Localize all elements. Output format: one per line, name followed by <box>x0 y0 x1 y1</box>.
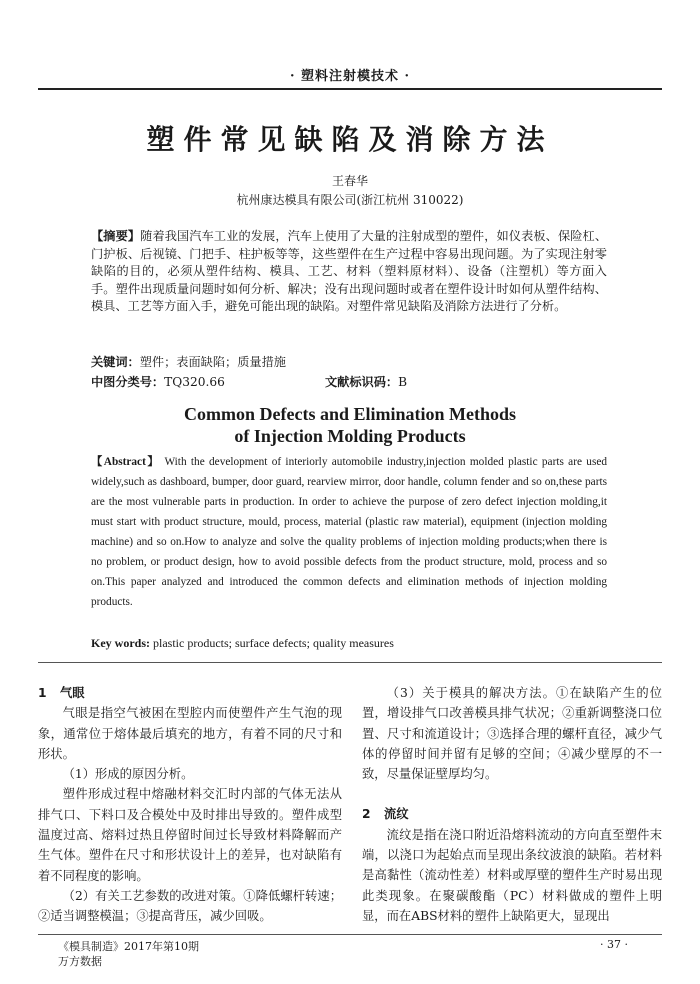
keywords-cn <box>91 353 286 370</box>
section-2-number: 2 <box>362 807 371 822</box>
affiliation: 杭州康达模具有限公司(浙江杭州 310022) <box>236 193 464 207</box>
keywords-en-text: plastic products; surface defects; quality measures <box>153 636 394 650</box>
section-2-title: 流纹 <box>384 807 409 822</box>
title-en <box>0 403 700 447</box>
page-number: · 37 · <box>600 938 628 951</box>
section-1-paragraph-4: （2）有关工艺参数的改进对策。①降低螺杆转速；②适当调整模温；③提高背压，减少回吸。 <box>38 888 342 924</box>
section-1-heading <box>38 683 342 703</box>
keywords-cn-label: 关键词： <box>91 355 140 369</box>
clc-value: TQ320.66 <box>164 375 225 389</box>
section-1-paragraph-1: 气眼是指空气被困在型腔内而使塑件产生气泡的现象，通常位于熔体最后填充的地方，有着不同的尺寸和形状。 <box>38 706 342 761</box>
section-divider <box>38 662 662 663</box>
abstract-cn <box>91 228 607 316</box>
document-code <box>325 373 407 390</box>
abstract-en-label: 【Abstract】 <box>91 456 161 468</box>
title-en-line1: Common Defects and Elimination Methods <box>184 404 516 424</box>
watermark: 万方数据 <box>58 955 102 968</box>
article-title: 塑件常见缺陷及消除方法 <box>146 123 554 156</box>
abstract-cn-text: 随着我国汽车工业的发展，汽车上使用了大量的注射成型的塑件，如仪表板、保险杠、门护板、后视镜、门把手、柱护板等等，这些塑件在生产过程中容易出现问题。为了实现注射零缺陷的目的，必须从塑件结构、模具、工艺、材料（塑料原材料）、设备（注塑机）等方面入手。塑件出现质量问题时如何分析、解决；没有出现问题时或者在塑件设计时如何从塑件结构、模具、工艺等方面入手，避免可能出现的缺陷。对塑件常见缺陷及消除方法进行了分析。 <box>91 229 608 314</box>
keywords-en <box>91 636 394 651</box>
section-1-paragraph-3: 塑件形成过程中熔融材料交汇时内部的气体无法从排气口、下料口及合模处中及时排出导致的。塑件成型温度过高、熔料过热且停留时间过长导致材料降解而产生气体。塑件在尺寸和形状设计上的差异，也对缺陷有着不同程度的影响。 <box>38 787 342 883</box>
section-gap <box>362 784 662 804</box>
section-2-paragraph-1: 流纹是指在浇口附近沿熔料流动的方向直至塑件末端，以浇口为起始点而呈现出条纹波浪的缺陷。若材料是高黏性（流动性差）材料或厚壁的塑件生产时易出现此类现象。在聚碳酸酯（PC）材料做成的塑件上明显，而在ABS材料的塑件上缺陷更大，显现出 <box>362 827 662 923</box>
title-en-line2: of Injection Molding Products <box>234 426 466 446</box>
body-column-right <box>362 683 662 926</box>
doc-code-value: B <box>398 375 408 389</box>
section-2-heading <box>362 804 662 824</box>
clc-label: 中图分类号： <box>91 375 165 389</box>
top-rule <box>38 88 662 90</box>
keywords-cn-text: 塑件；表面缺陷；质量措施 <box>139 355 286 369</box>
doc-code-label: 文献标识码： <box>325 375 399 389</box>
section-1-paragraph-2: （1）形成的原因分析。 <box>62 767 194 782</box>
abstract-en-text: With the development of interiorly automobile industry,injection molded plastic parts are used widely,such as dashboard, bumper, door guard, rearview mirror, door handle, column fender and so on,these parts are the most vulnerable parts in production. In order to achieve the purpose of zero defect injection molding,it must start with product structure, mould, process, material (plastic raw material), equipment (injection molding machine) and so on.How to analyze and solve the quality problems of injection molding products;when there is no problem, or product design, how to avoid possible defects from the product structure, mold, process and so on.This paper analyzed and introduced the common defects and elimination methods of injection molding products. <box>91 456 607 608</box>
abstract-cn-label: 【摘要】 <box>91 229 141 243</box>
body-column-left <box>38 683 342 927</box>
section-banner: · 塑料注射模技术 · <box>289 69 411 84</box>
footer-rule <box>38 934 662 935</box>
clc-number <box>91 373 225 390</box>
section-1-paragraph-5: （3）关于模具的解决方法。①在缺陷产生的位置，增设排气口改善模具排气状况；②重新调整浇口位置、尺寸和流道设计；③选择合理的螺杆直径，减少气体的停留时间并留有足够的空间；④减少壁厚的不一致，尽量保证壁厚均匀。 <box>362 686 662 782</box>
keywords-en-label: Key words: <box>91 636 150 650</box>
journal-citation: 《模具制造》2017年第10期 <box>58 940 199 953</box>
section-1-title: 气眼 <box>60 686 85 700</box>
section-1-number: 1 <box>38 686 47 700</box>
abstract-en <box>91 452 607 612</box>
author: 王春华 <box>331 174 368 188</box>
